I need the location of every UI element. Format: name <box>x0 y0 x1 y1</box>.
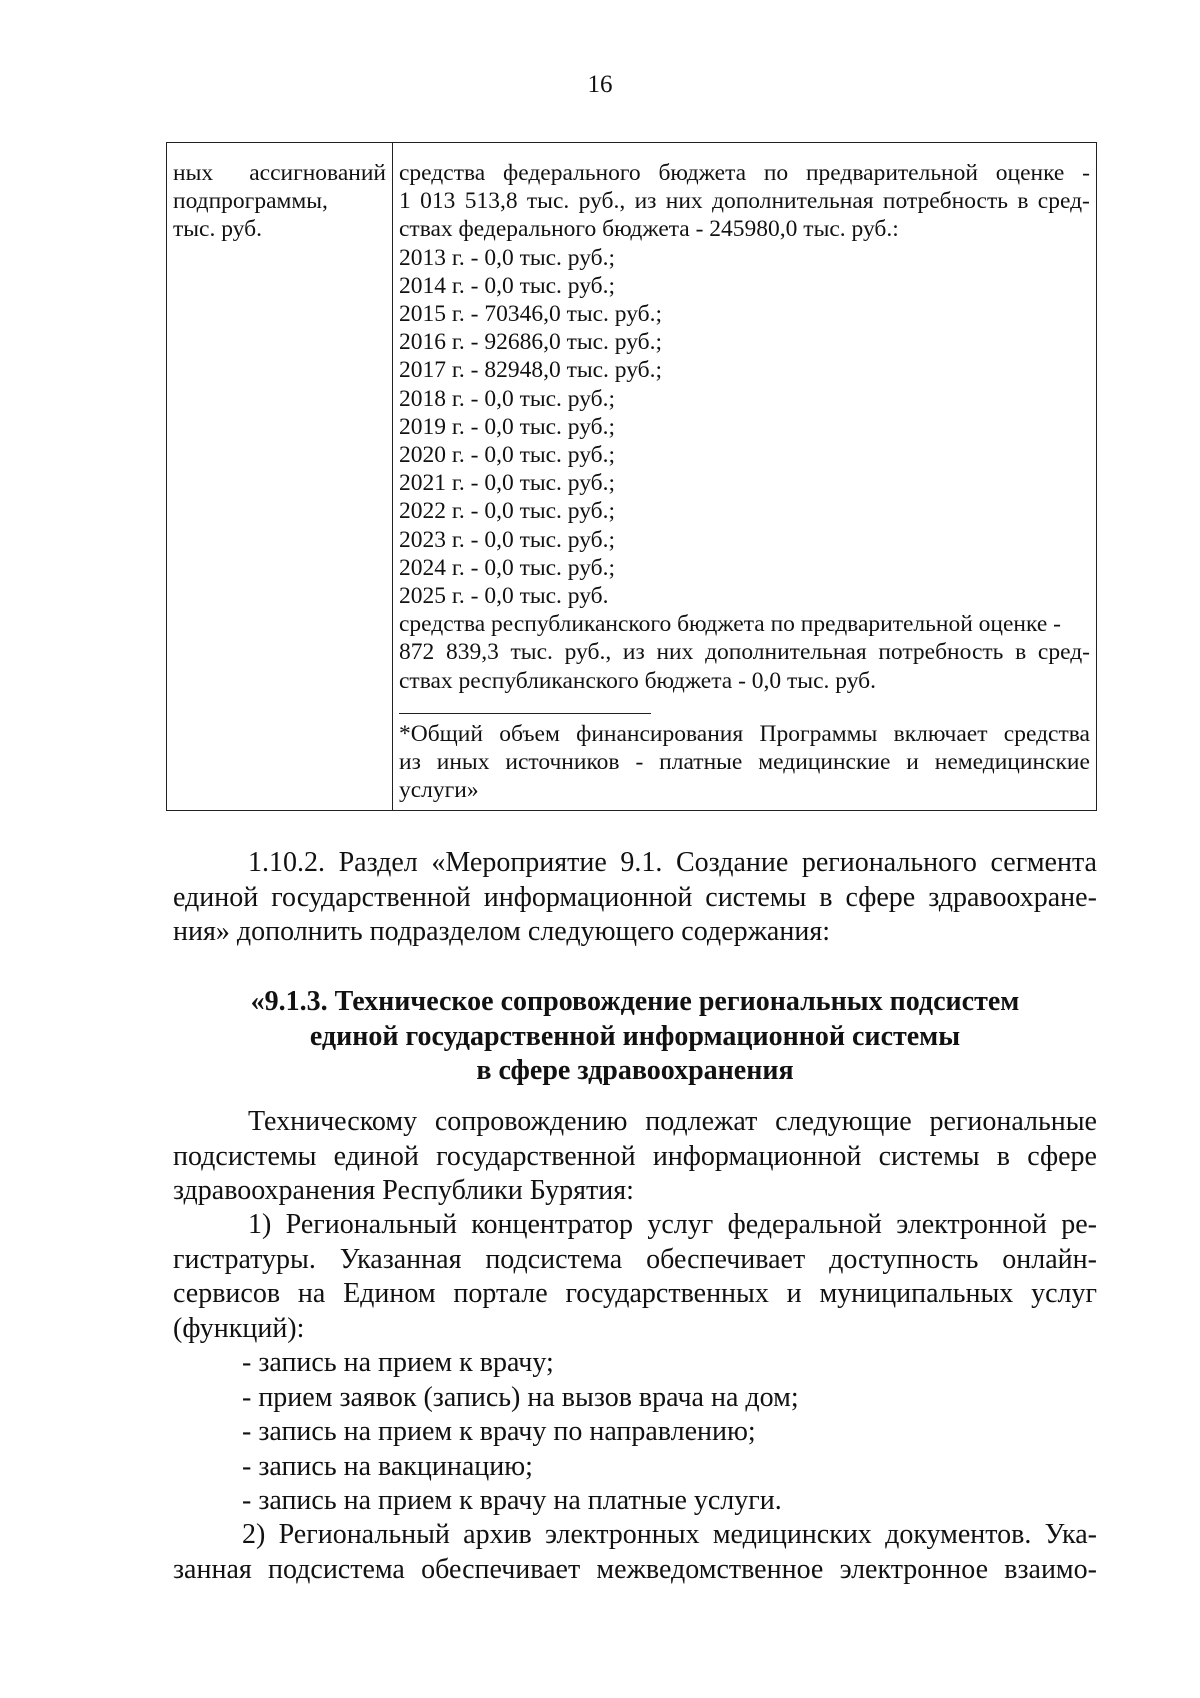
word: онлайн- <box>1002 1243 1097 1275</box>
word: финансирования <box>576 720 744 747</box>
word: потребность <box>878 639 1004 666</box>
word: электронной <box>896 1209 1047 1240</box>
word: информационной <box>652 1140 862 1172</box>
table-line: 2018 г. - 0,0 тыс. руб.; <box>399 385 616 412</box>
list-item: - запись на вакцинацию; <box>242 1450 533 1482</box>
word: Программы <box>759 720 878 747</box>
word: в <box>1017 188 1029 215</box>
word: 1) <box>248 1209 272 1240</box>
word: и <box>906 749 919 776</box>
word: ре- <box>1061 1209 1097 1240</box>
paragraph-line: здравоохранения Республики Бурятия: <box>173 1175 634 1206</box>
word: объем <box>499 720 560 747</box>
word: 839,3 <box>445 639 499 666</box>
word: федерального <box>502 160 641 186</box>
word: межведомственное <box>596 1553 824 1585</box>
right-cell <box>393 143 1097 811</box>
word: средства <box>399 160 486 186</box>
services-list <box>173 1346 1097 1519</box>
word: 013 <box>420 188 456 215</box>
table-line: 2016 г. - 92686,0 тыс. руб.; <box>399 329 663 356</box>
section-heading <box>173 985 1097 1089</box>
word: государственной <box>271 881 471 913</box>
word: следующие <box>775 1106 912 1137</box>
word: источников <box>505 749 620 776</box>
table-line: 2025 г. - 0,0 тыс. руб. <box>399 583 609 610</box>
word: подсистемы <box>173 1140 317 1172</box>
word: Раздел <box>338 847 418 878</box>
table-line: 2014 г. - 0,0 тыс. руб.; <box>399 272 616 299</box>
word: в <box>819 881 833 913</box>
table-line: 2024 г. - 0,0 тыс. руб.; <box>399 554 616 581</box>
word: государственной <box>436 1140 636 1172</box>
word: 1.10.2. <box>248 847 325 878</box>
word: дополнительная <box>705 639 867 666</box>
table-line: 2023 г. - 0,0 тыс. руб.; <box>399 526 616 553</box>
item-1-paragraph <box>173 1208 1097 1346</box>
paragraph-line: ния» дополнить подразделом следующего содержания: <box>173 916 830 947</box>
word: *Общий <box>399 720 483 747</box>
word: подлежат <box>645 1106 758 1137</box>
paragraph-line <box>173 1208 1097 1243</box>
left-word: ных <box>173 160 214 186</box>
word: иных <box>436 749 490 776</box>
word: сегмента <box>990 847 1097 878</box>
table-line: 2013 г. - 0,0 тыс. руб.; <box>399 244 616 271</box>
word: муниципальных <box>819 1278 1014 1309</box>
word: подсистема <box>267 1553 405 1585</box>
footnote-line <box>399 720 1090 748</box>
budget-table <box>166 142 1097 811</box>
word: подсистема <box>485 1243 623 1275</box>
paragraph-line <box>173 1518 1097 1553</box>
word: здравоохране- <box>928 881 1097 913</box>
word: дополнительная <box>712 188 874 215</box>
table-line <box>399 187 1090 215</box>
heading-line: в сфере здравоохранения <box>476 1055 794 1086</box>
list-item: - запись на прием к врачу на платные услуги. <box>242 1485 782 1516</box>
word: сопровождению <box>434 1106 628 1137</box>
word: включает <box>893 720 988 747</box>
word: гистратуры. <box>173 1243 316 1275</box>
intro-paragraph <box>173 1105 1097 1209</box>
word: сфере <box>1027 1140 1097 1172</box>
word: документов. <box>885 1519 1032 1550</box>
word: тыс. <box>510 639 553 666</box>
word: сред- <box>1037 639 1090 666</box>
word: федеральной <box>727 1209 882 1240</box>
word: концентратор <box>471 1209 634 1240</box>
table-row <box>167 143 1097 811</box>
list-item: - запись на прием к врачу по направлению; <box>242 1416 756 1447</box>
left-word: ассигнований <box>249 160 386 186</box>
word: руб., <box>564 639 612 666</box>
table-line: 2020 г. - 0,0 тыс. руб.; <box>399 442 616 469</box>
word: региональные <box>929 1106 1097 1137</box>
word: обеспечивает <box>421 1553 581 1585</box>
word: «Мероприятие <box>431 847 607 878</box>
word: Указанная <box>339 1243 462 1275</box>
word: Техническому <box>248 1106 418 1137</box>
word: по <box>763 160 789 186</box>
word: доступность <box>829 1243 979 1275</box>
word: оценке <box>995 160 1065 186</box>
word: тыс. <box>526 188 570 215</box>
left-cell <box>167 143 393 811</box>
word: обеспечивает <box>646 1243 806 1275</box>
word: Региональный <box>285 1209 457 1240</box>
heading-line: «9.1.3. Техническое сопровождение региональных подсистем <box>250 986 1020 1017</box>
word: в <box>1015 639 1027 666</box>
word: 513,8 <box>464 188 518 215</box>
paragraph-line <box>173 1105 1097 1140</box>
list-item: - запись на прием к врачу; <box>242 1347 554 1378</box>
table-line: 2015 г. - 70346,0 тыс. руб.; <box>399 301 663 328</box>
footnote-line <box>399 748 1090 776</box>
paragraph-line <box>173 1277 1097 1312</box>
word: системы <box>705 881 807 913</box>
word: медицинские <box>758 749 891 776</box>
word: сфере <box>845 881 916 913</box>
word: портале <box>453 1278 548 1309</box>
word: занная <box>173 1553 252 1585</box>
word: потребность <box>882 188 1008 215</box>
word: руб., <box>578 188 626 215</box>
word: единой <box>173 881 259 913</box>
word: электронных <box>545 1519 700 1550</box>
paragraph-line <box>173 846 1097 881</box>
word: 9.1. <box>620 847 663 878</box>
list-item: - прием заявок (запись) на вызов врача на дом; <box>242 1381 799 1413</box>
table-line: ствах республиканского бюджета - 0,0 тыс. руб. <box>399 667 876 694</box>
word: Едином <box>343 1278 436 1309</box>
word: сервисов <box>173 1278 281 1309</box>
word: и <box>786 1278 802 1309</box>
table-line <box>399 159 1090 187</box>
word: сред- <box>1037 188 1090 215</box>
table-line: 2017 г. - 82948,0 тыс. руб.; <box>399 357 663 384</box>
word: регионального <box>801 847 977 878</box>
word: немедицинские <box>934 749 1090 776</box>
left-line: подпрограммы, <box>173 188 328 215</box>
word: единой <box>333 1140 419 1172</box>
word: 2) <box>242 1519 266 1550</box>
table-line: 2021 г. - 0,0 тыс. руб.; <box>399 470 616 497</box>
table-line <box>399 638 1090 666</box>
word: услуг <box>647 1209 714 1240</box>
word: бюджета <box>658 160 747 186</box>
word: них <box>656 639 694 666</box>
left-line: тыс. руб. <box>173 216 262 243</box>
paragraph-line <box>173 881 1097 916</box>
footnote-line: услуги» <box>399 777 479 804</box>
word: взаимо- <box>1004 1553 1097 1585</box>
table-line: средства республиканского бюджета по предварительной оценке - <box>399 611 1061 638</box>
paragraph-line <box>173 1553 1097 1588</box>
table-line: 2022 г. - 0,0 тыс. руб.; <box>399 498 616 525</box>
word: Создание <box>675 847 789 878</box>
word: на <box>297 1278 326 1309</box>
page-number: 16 <box>587 71 613 98</box>
word: государственных <box>565 1278 769 1309</box>
word: электронное <box>839 1553 989 1585</box>
word: из <box>399 749 421 776</box>
word: из <box>622 639 645 666</box>
left-line <box>173 159 386 187</box>
item-2-paragraph <box>173 1518 1097 1587</box>
heading-line: единой государственной информационной системы <box>309 1020 961 1052</box>
word: услуг <box>1031 1278 1097 1309</box>
word: - <box>635 749 644 776</box>
word: платные <box>659 749 743 776</box>
word: Ука- <box>1044 1519 1097 1550</box>
word: медицинских <box>712 1519 872 1550</box>
table-line: 2019 г. - 0,0 тыс. руб.; <box>399 413 616 440</box>
word: архив <box>463 1519 532 1550</box>
word: из <box>634 188 657 215</box>
table-line: ствах федерального бюджета - 245980,0 тыс. руб.: <box>399 216 899 243</box>
footnote-divider <box>399 713 651 714</box>
paragraph-line <box>173 1243 1097 1278</box>
word: Региональный <box>278 1519 450 1550</box>
word: 872 <box>399 639 435 666</box>
word: - <box>1082 160 1090 186</box>
paragraph-1-10-2 <box>173 846 1097 950</box>
word: них <box>665 188 703 215</box>
paragraph-line <box>173 1140 1097 1175</box>
word: предварительной <box>805 160 978 186</box>
word: информационной <box>483 881 693 913</box>
word: в <box>996 1140 1011 1172</box>
word: средства <box>1003 720 1090 747</box>
word: 1 <box>399 188 411 215</box>
word: системы <box>878 1140 980 1172</box>
paragraph-line: (функций): <box>173 1312 305 1344</box>
